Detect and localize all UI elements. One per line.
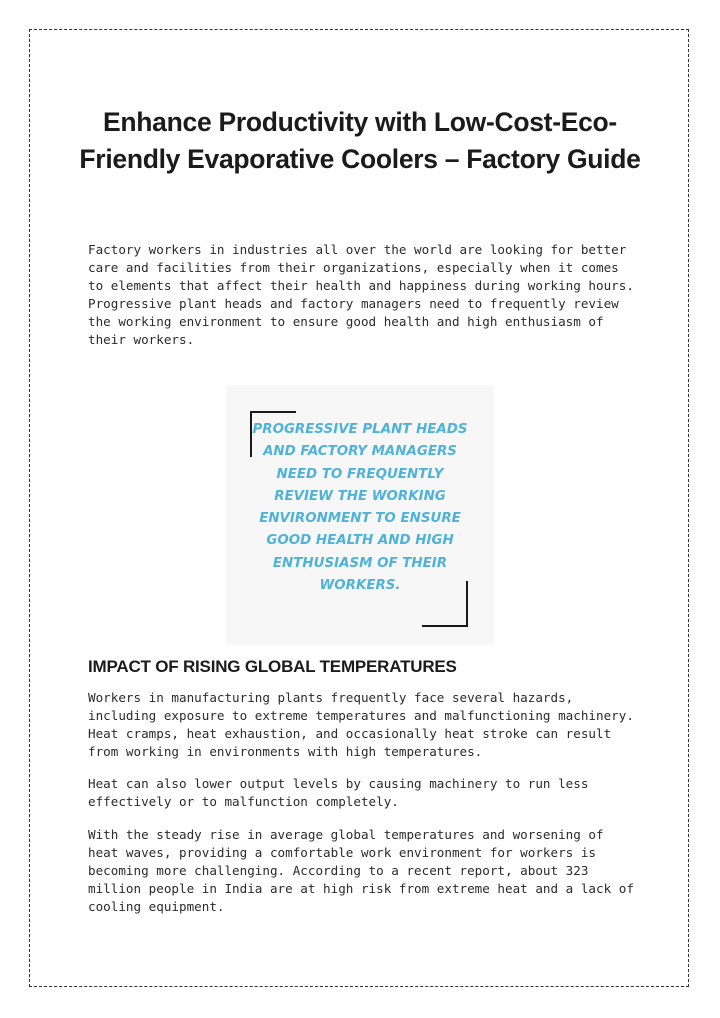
- section-paragraph-2: Heat can also lower output levels by causing machinery to run less effectively or to malfunction completely.: [88, 776, 589, 809]
- section-heading: IMPACT OF RISING GLOBAL TEMPERATURES: [88, 657, 457, 676]
- intro-paragraph: Factory workers in industries all over the world are looking for better care and facilities from their organizations, especially when it comes to elements that affect their health and happiness during working hours. Progressive plant heads and factory managers need to frequently review the working environment to ensure good health and high enthusiasm of their workers.: [88, 242, 634, 347]
- document-title: Enhance Productivity with Low-Cost-Eco-Friendly Evaporative Coolers – Factory Guide: [79, 107, 641, 174]
- quote-image: [226, 385, 494, 645]
- section-paragraph-1: Workers in manufacturing plants frequently face several hazards, including exposure to extreme temperatures and malfunctioning machinery. Heat cramps, heat exhaustion, and occasionally heat stroke can result from working in environments with high temperatures.: [88, 690, 634, 759]
- section-paragraph-3: With the steady rise in average global temperatures and worsening of heat waves, providing a comfortable work environment for workers is becoming more challenging. According to a recent report, about 323 million people in India are at high risk from extreme heat and a lack of cooling equipment.: [88, 827, 634, 914]
- quote-text: PROGRESSIVE PLANT HEADS AND FACTORY MANAGERS NEED TO FREQUENTLY REVIEW THE WORKING ENVIRONMENT TO ENSURE GOOD HEALTH AND HIGH ENTHUSIASM OF THEIR WORKERS.: [252, 422, 468, 594]
